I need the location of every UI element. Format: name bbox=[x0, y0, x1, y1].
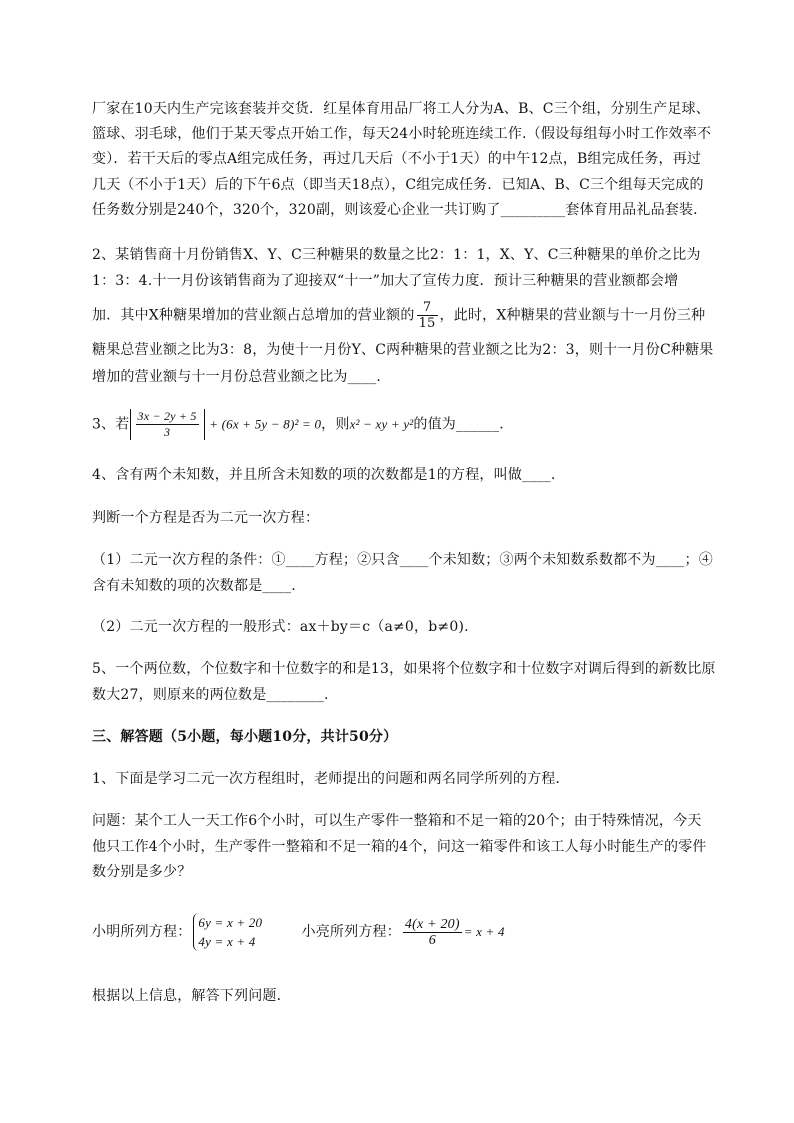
q2-line-3-a: 加．其中X种糖果增加的营业额占总增加的营业额的 bbox=[92, 307, 415, 324]
xiaoming-system bbox=[193, 913, 262, 951]
xiaoliang-den: 6 bbox=[428, 932, 436, 948]
q1-line-1: 厂家在10天内生产完该套装并交货．红星体育用品厂将工人分为A、B、C三个组，分别生产足球、 bbox=[92, 101, 710, 117]
q2-line-2: 1：3：4.十一月份该销售商为了迎接双“十一”加大了宣传力度．预计三种糖果的营业额都会增 bbox=[92, 273, 679, 289]
s3-closing: 根据以上信息，解答下列问题． bbox=[92, 988, 291, 1004]
q2-line-3 bbox=[92, 300, 742, 331]
xiaoliang-label: 小亮所列方程： bbox=[301, 924, 401, 940]
q3-abs-value bbox=[130, 409, 205, 440]
q3-prefix: 3、若 bbox=[92, 416, 130, 433]
q4-line-1: 4、含有两个未知数，并且所含未知数的项的次数都是1的方程，叫做____. bbox=[92, 467, 556, 483]
xiaoming-label: 小明所列方程： bbox=[92, 924, 192, 940]
s3-problem-b: 他只工作4个小时，生产零件一整箱和不足一箱的4个，问这一箱零件和该工人每小时能生产的零件 bbox=[92, 839, 707, 855]
q4-judge: 判断一个方程是否为二元一次方程： bbox=[92, 510, 320, 526]
q2-line-4: 糖果总营业额之比为3：8，为使十一月份Y、C两种糖果的营业额之比为2：3，则十一月份C种糖果 bbox=[92, 342, 714, 358]
q1-line-4: 几天（不小于1天）后的下午6点（即当天18点），C组完成任务．已知A、B、C三个组每天完成的 bbox=[92, 177, 704, 193]
xiaoming-eq-2: 4y = x + 4 bbox=[198, 934, 256, 949]
s3-equations bbox=[92, 912, 742, 952]
xiaoliang-rhs: = x + 4 bbox=[463, 924, 505, 939]
q2-fraction-den: 15 bbox=[418, 316, 436, 331]
q1-line-5: 任务数分别是240个，320个，320副，则该爱心企业一共订购了_________套体育用品礼品套装． bbox=[92, 202, 708, 218]
q5-line-2: 数大27，则原来的两位数是________. bbox=[92, 687, 329, 703]
q2-line-5: 增加的营业额与十一月份总营业额之比为____. bbox=[92, 369, 382, 385]
q3-line bbox=[92, 409, 742, 440]
q3-mid: + (6x + 5y − 8)² = 0 bbox=[209, 416, 322, 432]
q3-abs-den: 3 bbox=[163, 425, 171, 439]
xiaoming-eq-1: 6y = x + 20 bbox=[198, 915, 263, 930]
q3-abs-fraction bbox=[136, 409, 199, 440]
q5-line-1: 5、一个两位数，个位数字和十位数字的和是13，如果将个位数字和十位数字对调后得到的新数比原 bbox=[92, 661, 716, 677]
q2-line-3-b: ，此时，X种糖果的营业额与十一月份三种 bbox=[439, 307, 706, 324]
q3-expr: x² − xy + y² bbox=[349, 416, 414, 432]
q2-line-1: 2、某销售商十月份销售X、Y、C三种糖果的数量之比2：1：1，X、Y、C三种糖果的单价之比为 bbox=[92, 247, 701, 263]
q2-fraction bbox=[417, 300, 438, 331]
q4-cond-1b: 含有未知数的项的次数都是____. bbox=[92, 578, 296, 594]
s3-q1-intro: 1、下面是学习二元一次方程组时，老师提出的问题和两名同学所列的方程． bbox=[92, 771, 570, 787]
s3-problem-c: 数分别是多少？ bbox=[92, 864, 192, 880]
s3-problem-a: 问题：某个工人一天工作6个小时，可以生产零件一整箱和不足一箱的20个；由于特殊情况，今天 bbox=[92, 813, 702, 829]
q3-abs-num: 3x − 2y + 5 bbox=[137, 409, 197, 423]
q4-cond-2: （2）二元一次方程的一般形式：ax＋by＝c（a≠0，b≠0). bbox=[92, 619, 469, 635]
q3-suffix-b: 的值为______. bbox=[413, 416, 504, 433]
xiaoliang-fraction bbox=[403, 917, 462, 948]
q1-line-2: 篮球、羽毛球，他们于某天零点开始工作，每天24小时轮班连续工作.（假设每组每小时工作效率不 bbox=[92, 126, 712, 142]
q3-suffix-a: ，则 bbox=[321, 416, 350, 433]
q2-fraction-num: 7 bbox=[417, 300, 438, 316]
q4-cond-1a: （1）二元一次方程的条件：①____方程；②只含____个未知数；③两个未知数系数都不为____；④ bbox=[92, 552, 713, 568]
q1-line-3: 变）．若干天后的零点A组完成任务，再过几天后（不小于1天）的中午12点，B组完成任务，再过 bbox=[92, 151, 702, 167]
section-3-heading: 三、解答题（5小题，每小题10分，共计50分） bbox=[92, 729, 398, 745]
xiaoliang-num: 4(x + 20) bbox=[404, 916, 460, 932]
